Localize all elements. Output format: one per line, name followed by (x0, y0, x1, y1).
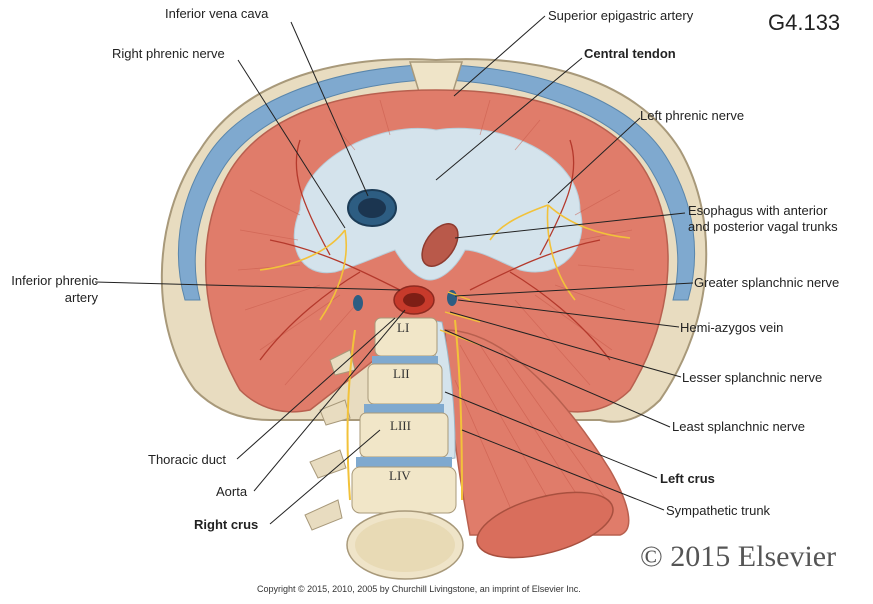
label-aorta: Aorta (216, 484, 248, 499)
credit-line: Copyright © 2015, 2010, 2005 by Churchill Livingstone, an imprint of Elsevier Inc. (257, 584, 581, 594)
label-lesser-splanchnic-nerve: Lesser splanchnic nerve (682, 370, 823, 385)
azygos-vein-shape (353, 295, 363, 311)
label-superior-epigastric-artery: Superior epigastric artery (548, 8, 694, 23)
label-left-phrenic-nerve: Left phrenic nerve (640, 108, 745, 123)
vertebra-label: LIV (389, 468, 411, 483)
label-right-phrenic-nerve: Right phrenic nerve (112, 46, 225, 61)
vertebra-label: LI (397, 320, 410, 335)
label-greater-splanchnic-nerve: Greater splanchnic nerve (694, 275, 840, 290)
label-esophagus-line1: Esophagus with anterior (688, 203, 828, 218)
label-thoracic-duct: Thoracic duct (148, 452, 227, 467)
label-sympathetic-trunk: Sympathetic trunk (666, 503, 771, 518)
vertebra-label: LIII (390, 418, 411, 433)
figure-id: G4.133 (768, 10, 841, 35)
label-central-tendon: Central tendon (584, 46, 676, 61)
label-right-crus: Right crus (194, 517, 259, 532)
copyright-notice: © 2015 Elsevier (640, 540, 837, 573)
vertebra-label: LII (393, 366, 410, 381)
label-inferior-phrenic-artery-line1: Inferior phrenic (11, 273, 98, 288)
label-left-crus: Left crus (660, 471, 715, 486)
label-least-splanchnic-nerve: Least splanchnic nerve (672, 419, 805, 434)
label-inferior-phrenic-artery-line2: artery (64, 290, 98, 305)
label-inferior-vena-cava: Inferior vena cava (165, 6, 269, 21)
label-esophagus-line2: and posterior vagal trunks (688, 219, 838, 234)
label-hemi-azygos-vein: Hemi-azygos vein (680, 320, 784, 335)
